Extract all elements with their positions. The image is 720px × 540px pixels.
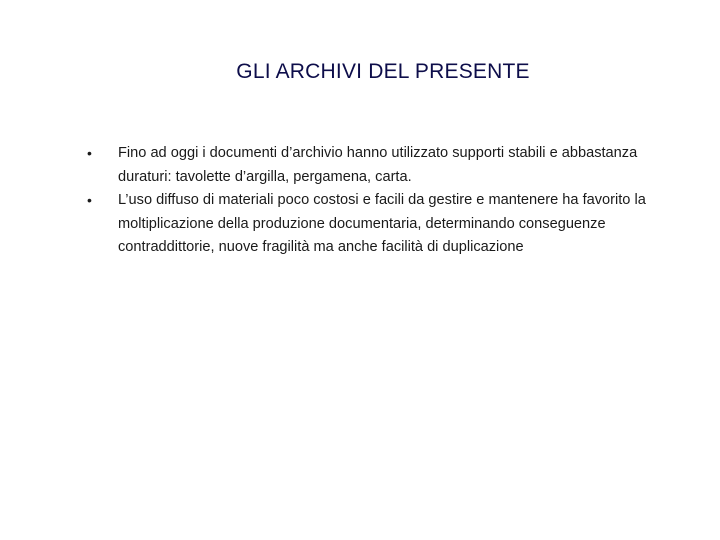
slide-title: GLI ARCHIVI DEL PRESENTE [236,60,530,83]
bullet-text: L’uso diffuso di materiali poco costosi e facili da gestire e mantenere ha favorito la moltiplicazione della produzione documentaria, determinando conseguenze contraddittorie, nuove fragilità ma anche facilità di duplicazione [118,192,646,255]
bullet-icon: • [87,192,92,208]
bullet-icon: • [87,145,92,161]
bullet-item-2 [86,189,676,260]
bullet-list [86,142,676,260]
bullet-item-1 [86,142,676,189]
bullet-text: Fino ad oggi i documenti d’archivio hanno utilizzato supporti stabili e abbastanza duraturi: tavolette d’argilla, pergamena, carta. [118,145,638,185]
